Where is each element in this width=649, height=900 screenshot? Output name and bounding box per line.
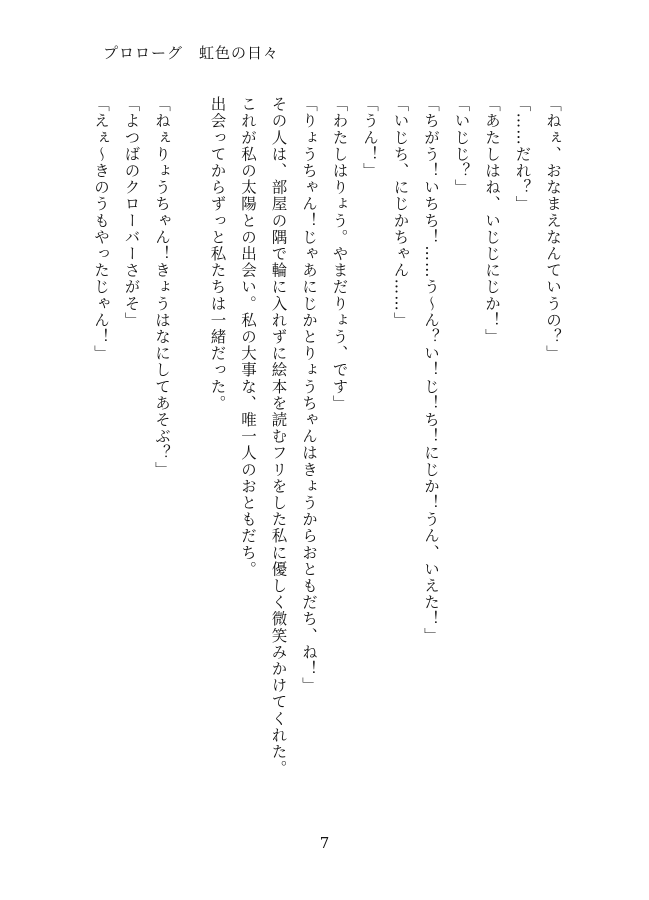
- text-line: その人は、部屋の隅で輪に入れずに絵本を読むフリをした私に優しく微笑みかけてくれた。: [269, 96, 288, 777]
- text-line: 「りょうちゃん！じゃあにじかとりょうちゃんはきょうからおともだち、ね！」: [300, 96, 318, 694]
- running-head: プロローグ 虹色の日々: [103, 44, 280, 62]
- text-line: 「いじち、にじかちゃん……」: [391, 96, 410, 329]
- text-line: 「あたしはね、いじじにじか！」: [483, 96, 501, 345]
- text-line: 「うん！」: [361, 96, 379, 179]
- blank-line: [184, 96, 197, 776]
- text-line: 「わたしはりょう。やまだりょう、です」: [330, 96, 349, 412]
- text-line: 「ちがう！いちち！……う〜ん？い！じ！ち！にじか！うん、いえた！」: [422, 96, 440, 644]
- page-number: 7: [319, 834, 330, 852]
- text-line: 「ねぇ、おなまえなんていうの？」: [544, 96, 562, 362]
- text-line: 「よつばのクローバーさがそ」: [122, 96, 141, 329]
- body-text: [92, 96, 562, 776]
- text-line: 「えぇ〜きのうもやったじゃん！」: [92, 96, 110, 362]
- text-line: 「……だれ？」: [513, 96, 532, 213]
- text-line: これが私の太陽との出会い。私の大事な、唯一人のおともだち。: [239, 96, 257, 578]
- text-line: 出会ってからずっと私たちは一緒だった。: [208, 96, 227, 412]
- text-line: 「ねぇりょうちゃん！きょうはなにしてあそぶ？」: [153, 96, 171, 478]
- text-line: 「いじじ？」: [452, 96, 471, 196]
